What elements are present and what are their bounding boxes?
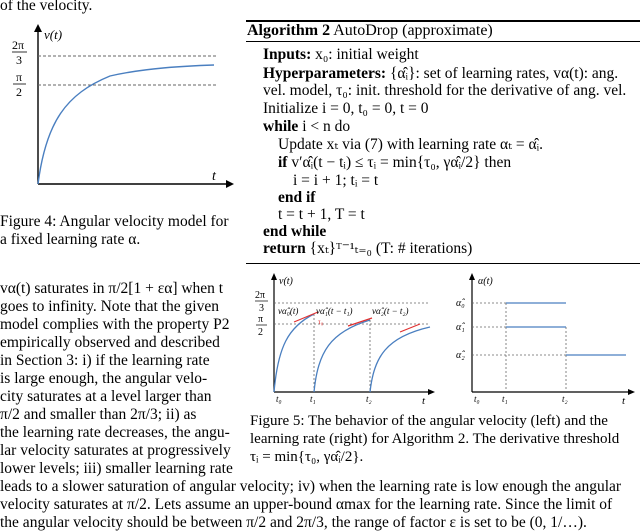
alg-title bbox=[247, 22, 493, 39]
fig5l-tick-2pi-den: 3 bbox=[259, 303, 264, 314]
body-line-5: in Section 3: i) if the learning rate bbox=[0, 352, 210, 369]
fig4-tick-pi-den: 2 bbox=[16, 85, 22, 99]
fig4-y-label: v(t) bbox=[44, 27, 63, 42]
alg-line-inputs: Inputs: x₀: initial weight bbox=[263, 46, 419, 63]
fig5r-x-label: t bbox=[622, 395, 626, 406]
fig5l-x-tick-t1: t₁ bbox=[310, 394, 316, 404]
body-line-10: lar velocity saturates at progressively bbox=[0, 442, 231, 459]
fig5l-tick-2pi-num: 2π bbox=[255, 290, 266, 301]
fig5r-y-arrow bbox=[469, 273, 475, 280]
body-line-1: vα(t) saturates in π/2[1 + εα] when t bbox=[0, 280, 224, 297]
fig5l-tick-pi-num: π bbox=[258, 314, 264, 325]
fig5r-y-tick-a0: α̂₀ bbox=[456, 298, 465, 309]
body-line-2: goes to infinity. Note that the given bbox=[0, 298, 219, 315]
body-line-4: empirically observed and described bbox=[0, 334, 220, 351]
alg-line-time: t = t + 1, T = t bbox=[278, 206, 365, 223]
fig5-caption-line-2: learning rate (right) for Algorithm 2. The derivative threshold bbox=[250, 431, 620, 447]
bottom-line-3: the angular velocity should be between π/2 and 2π/3, the range of factor ε is set to be (0, 1/…). bbox=[0, 514, 587, 531]
fig5r-x-tick-t2: t₂ bbox=[562, 394, 568, 404]
fig5l-curve-2 bbox=[370, 327, 430, 392]
body-line-9: the learning rate decreases, the angu- bbox=[0, 424, 230, 441]
body-line-3: model complies with the property P2 bbox=[0, 316, 230, 333]
fig5r-y-label: α(t) bbox=[478, 276, 493, 287]
alg-line-increment: i = i + 1; tᵢ = t bbox=[293, 172, 379, 189]
fig4-tick-pi-num: π bbox=[16, 70, 23, 84]
alg-line-initialize: Initialize i = 0, t₀ = 0, t = 0 bbox=[263, 100, 429, 117]
fig5-caption-line-3: τᵢ = min{τ₀, γα̂ᵢ/2}. bbox=[250, 449, 364, 465]
alg-line-update: Update xₜ via (7) with learning rate αₜ = α̂ᵢ. bbox=[278, 136, 543, 153]
fig5l-x-tick-t0: t₀ bbox=[276, 394, 282, 404]
fig5l-curve-label-2: vα̂₂(t − t₂) bbox=[372, 306, 409, 316]
fig4-x-label: t bbox=[212, 169, 216, 184]
body-line-11: lower levels; iii) smaller learning rate bbox=[0, 460, 233, 477]
body-line-8: π/2 and smaller than 2π/3; ii) as bbox=[0, 406, 197, 423]
fig5-caption-line-1: Figure 5: The behavior of the angular velocity (left) and the bbox=[250, 413, 608, 429]
fig4-y-arrow bbox=[34, 24, 42, 32]
fig5r-y-tick-a1: α̂₁ bbox=[456, 322, 465, 333]
alg-line-if: if v′α̂ᵢ(t − tᵢ) ≤ τᵢ = min{τ₀, γα̂ᵢ/2} then bbox=[278, 154, 512, 171]
fig4-caption-line-1: Figure 4: Angular velocity model for bbox=[0, 213, 229, 230]
fig5l-x-tick-t2: t₂ bbox=[366, 394, 372, 404]
fig5l-curve-1 bbox=[314, 320, 370, 392]
fig5l-x-arrow bbox=[428, 389, 435, 395]
fig5l-y-arrow bbox=[271, 273, 277, 280]
fig5l-curve-label-0: vα̂₀(t) bbox=[278, 306, 299, 316]
alg-mid-rule bbox=[246, 41, 640, 42]
fig4-x-arrow bbox=[226, 180, 234, 188]
alg-line-hyper-cont: vel. model, τ₀: init. threshold for the derivative of ang. vel. bbox=[263, 82, 627, 99]
fig5l-tangent-1 bbox=[348, 318, 372, 326]
body-line-7: city saturates at a level larger than bbox=[0, 388, 212, 405]
bottom-line-1: leads to a slower saturation of angular velocity; iv) when the learning rate is low enough the angular bbox=[0, 478, 622, 495]
fig5l-x-label: t bbox=[422, 395, 426, 406]
figure-5-left-plot bbox=[250, 272, 440, 406]
fig5l-tick-pi-den: 2 bbox=[258, 327, 263, 338]
alg-line-hyperparameters: Hyperparameters: {α̂ᵢ}: set of learning rates, vα(t): ang. bbox=[263, 65, 619, 82]
fig5r-x-tick-t1: t₁ bbox=[502, 394, 508, 404]
bottom-line-2: velocity saturates at π/2. Lets assume an upper-bound αmax for the learning rate. Since the limit of bbox=[0, 496, 613, 513]
fig5l-curve-label-1: vα̂₁(t − t₁) bbox=[316, 306, 353, 316]
fig5r-x-tick-t0: t₀ bbox=[474, 394, 480, 404]
figure-5-right-plot bbox=[448, 272, 640, 406]
alg-line-end-if: end if bbox=[278, 189, 316, 206]
alg-bottom-rule bbox=[246, 263, 640, 264]
fig5l-y-label: v(t) bbox=[279, 276, 293, 287]
alg-title-label: Algorithm 2 bbox=[247, 22, 331, 39]
alg-line-return: return {xₜ}ᵀ⁻¹ₜ₌₀ (T: # iterations) bbox=[263, 240, 473, 257]
alg-line-end-while: end while bbox=[263, 223, 327, 240]
fig5l-curve-0 bbox=[274, 314, 314, 392]
body-line-6: is large enough, the angular velo- bbox=[0, 370, 208, 387]
alg-title-text: AutoDrop (approximate) bbox=[333, 22, 493, 39]
fig5l-tau-label: τ₀ bbox=[318, 318, 324, 326]
top-left-fragment: of the velocity. bbox=[0, 0, 93, 14]
fig5r-y-tick-a2: α̂₂ bbox=[456, 350, 465, 361]
alg-line-while: while i < n do bbox=[263, 118, 351, 135]
fig4-caption-line-2: a fixed learning rate α. bbox=[0, 231, 141, 248]
fig4-velocity-curve bbox=[38, 65, 214, 184]
figure-4-plot bbox=[0, 24, 240, 194]
fig5r-x-arrow bbox=[628, 389, 635, 395]
fig4-tick-2pi-den: 3 bbox=[16, 53, 22, 67]
fig4-tick-2pi-num: 2π bbox=[12, 38, 25, 52]
